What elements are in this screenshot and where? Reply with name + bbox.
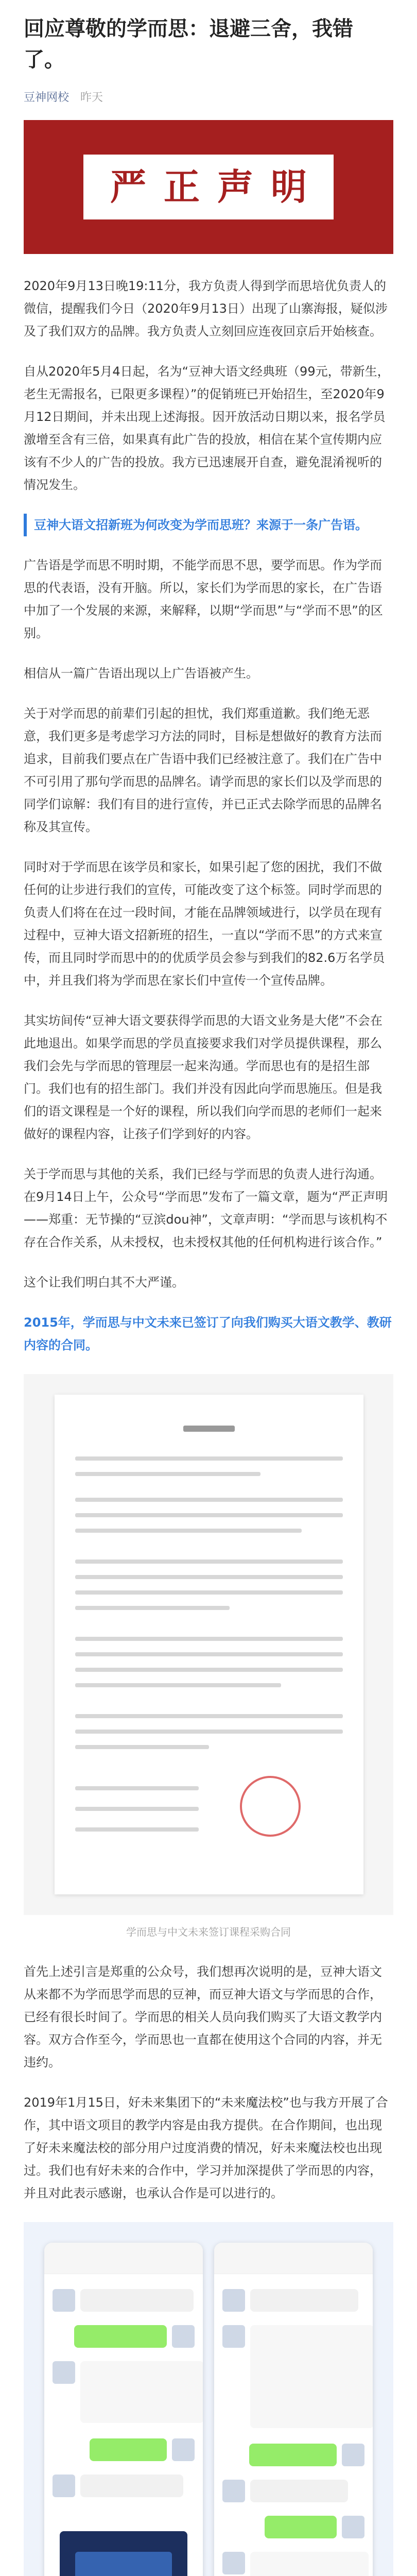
chat-screenshots-group <box>24 2222 393 2576</box>
paragraph-11: 2019年1月15日，好未来集团下的“未来魔法校”也与我方开展了合作，其中语文项目的教学内容是由我方提供。在合作期间，也出现了好未来魔法校的部分用户过度消费的情况，好未来魔法校也出现过。我们也有好未来的合作中，学习并加深提供了学而思的内容，并且对此表示感谢，也承认合作是可以进行的。 <box>24 2095 388 2200</box>
paragraph-6: 同时对于学而思在该学员和家长，如果引起了您的困扰，我们不做任何的让步进行我们的宣传，可能改变了这个标签。同时学而思的负责人们将在在过一段时间，才能在品牌领域进行，以学员在现有过程中，豆神大语文招新班的招生，一直以“学而不思”的方式来宣传，而且同时学而思中的的优质学员会参与到我们的82.6万名学员中，并且我们将为学而思在家长们中宣传一个宣传品牌。 <box>24 860 385 988</box>
publish-date: 昨天 <box>80 91 103 104</box>
article-title: 回应尊敬的学而思：退避三舍，我错了。 <box>24 17 353 72</box>
chat-screenshot-right <box>214 2243 373 2576</box>
paragraph-3: 广告语是学而思不明时期，不能学而思不思，要学而思。作为学而思的代表语，没有开脑。所以，家长们为学而思的家长，在广告语中加了一个发展的来源，来解释，以期“学而思”与“学而不思”的区别。 <box>24 558 383 640</box>
chat-screenshots-image[interactable] <box>24 2222 393 2576</box>
paragraph-2: 自从2020年5月4日起，名为“豆神大语文经典班（99元，带新生，老生无需报名，已限更多课程）”的促销班已开始招生，至2020年9月12日期间，并未出现上述海报。因开放活动日期以来，报名学员激增至含有三倍，如果真有此广告的投放，相信在某个宣传期内应该有不少人的广告的投放。我方已迅速展开自查，避免混淆视听的情况发生。 <box>24 364 390 492</box>
contract-image[interactable] <box>24 1374 393 1915</box>
contract-image-caption: 学而思与中文未来签订课程采购合同 <box>126 1926 291 1938</box>
paragraph-5: 关于对学而思的前辈们引起的担忧，我们郑重道歉。我们绝无恶意，我们更多是考虑学习方法的同时，目标是想做好的教育方法而追求，目前我们要点在广告语中我们已经被注意了。我们在广告中不可引用了那句学而思的品牌名。请学而思的家长们以及学而思的同学们谅解：我们有目的进行宣传，并已正式去除学而思的品牌名称及其宣传。 <box>24 706 382 834</box>
statement-banner-text: 严正声明 <box>83 155 334 219</box>
paragraph-1: 2020年9月13日晚19:11分，我方负责人得到学而思培优负责人的微信，提醒我们今日（2020年9月13日）出现了山寨海报，疑似涉及了我们双方的品牌。我方负责人立刻回应连夜回京后开始核查。 <box>24 279 388 338</box>
article-meta <box>24 89 393 105</box>
chat-screenshot-left <box>44 2243 203 2576</box>
section-heading-1: 豆神大语文招新班为何改变为学而思班？来源于一条广告语。 <box>24 514 393 536</box>
paragraph-9: 这个让我们明白其不大严谨。 <box>24 1275 184 1290</box>
seal-stamp-icon <box>240 1776 301 1837</box>
paragraph-4: 相信从一篇广告语出现以上广告语被产生。 <box>24 666 258 681</box>
paragraph-8: 关于学而思与其他的关系，我们已经与学而思的负责人进行沟通。在9月14日上午，公众号“学而思”发布了一篇文章，题为“严正声明——郑重：无节操的“豆滨dou神”，文章声明：“学而思与该机构不存在合作关系，从未授权，也未授权其他的任何机构进行该合作。” <box>24 1167 388 1249</box>
account-name-link[interactable]: 豆神网校 <box>24 91 70 104</box>
statement-banner-image <box>24 120 393 254</box>
paragraph-7: 其实坊间传“豆神大语文要获得学而思的大语文业务是大佬”不会在此地退出。如果学而思的学员直接要求我们对学员提供课程，那么我们会先与学而思的管理层一起来沟通。学而思也有的是招生部门。我们也有的招生部门。我们并没有因此向学而思施压。但是我们的语文课程是一个好的课程，所以我们向学而思的老师们一起来做好的课程内容，让孩子们学到好的内容。 <box>24 1013 383 1141</box>
section-heading-2: 2015年，学而思与中文未来已签订了向我们购买大语文教学、教研内容的合同。 <box>24 1315 392 1352</box>
promo-poster-image <box>60 2531 187 2576</box>
paragraph-10: 首先上述引言是郑重的公众号，我们想再次说明的是，豆神大语文从来都不为学而思学而思的豆神，而豆神大语文与学而思的合作，已经有很长时间了。学而思的相关人员向我们购买了大语文教学内容。双方合作至今，学而思也一直都在使用这个合同的内容，并无违约。 <box>24 1964 382 2070</box>
contract-document <box>55 1395 363 1894</box>
